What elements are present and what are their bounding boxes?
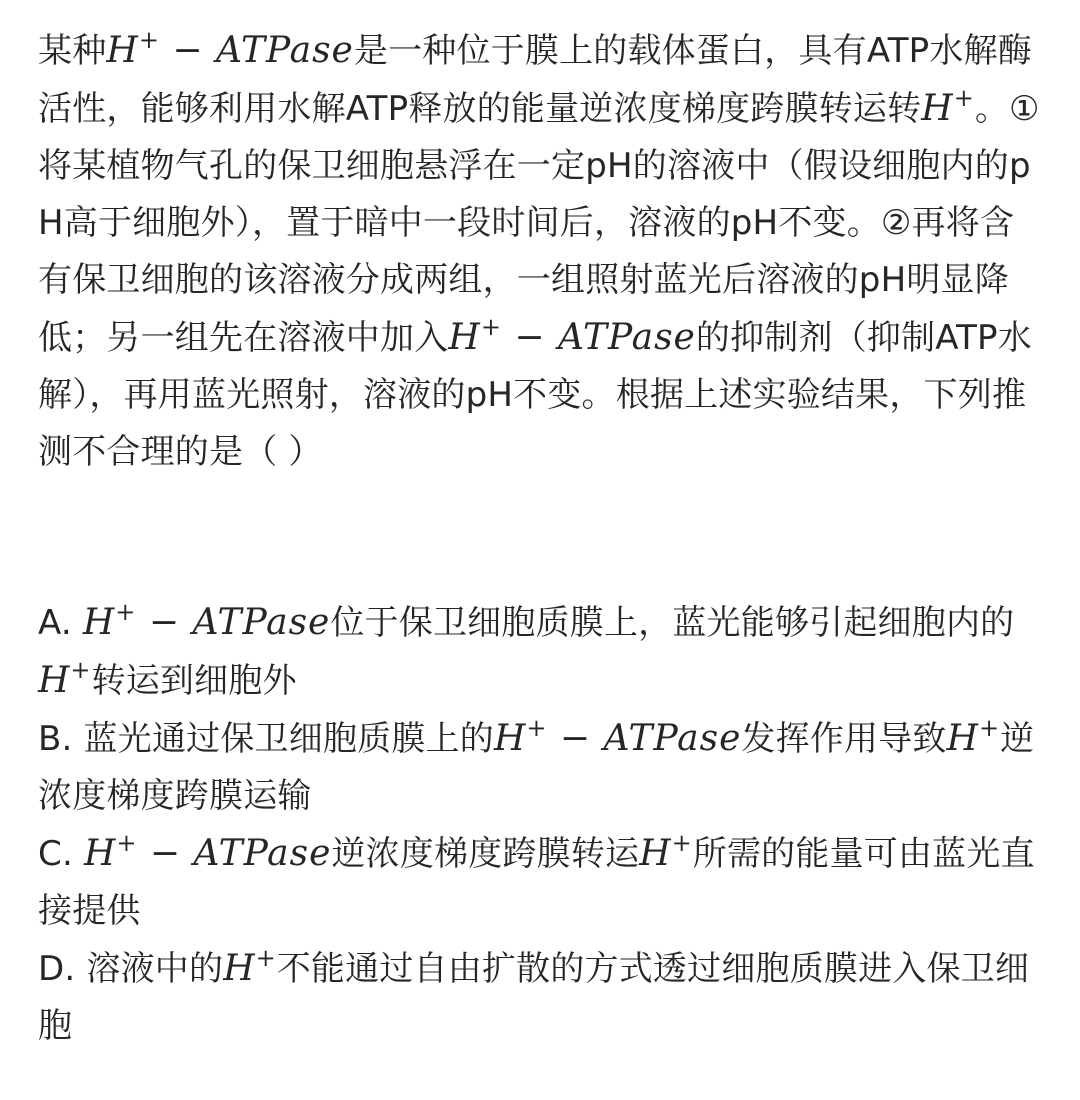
- math-h-atpase: [106, 26, 354, 71]
- math-h: H: [38, 660, 71, 701]
- math-h-atpase: [448, 313, 696, 358]
- option-letter: C.: [38, 834, 84, 874]
- math-h-ion: [639, 829, 693, 874]
- option-b[interactable]: [38, 710, 1040, 825]
- math-atpase: − ATPase: [137, 833, 332, 874]
- option-letter: B.: [38, 719, 84, 759]
- option-text: 发挥作用导致: [741, 719, 947, 759]
- option-text: 所需的能量可由蓝光直接提供: [38, 834, 1035, 931]
- math-plus: +: [115, 598, 137, 626]
- math-h-ion: [921, 84, 975, 129]
- question-stem: [38, 22, 1040, 481]
- math-plus: +: [671, 829, 693, 857]
- math-h: H: [223, 948, 256, 989]
- math-h-atpase: [83, 829, 332, 874]
- math-plus: +: [480, 313, 502, 341]
- spacer: [38, 481, 1040, 594]
- math-plus: +: [979, 714, 1001, 742]
- math-atpase: − ATPase: [547, 718, 742, 759]
- math-atpase: − ATPase: [501, 317, 696, 358]
- math-h: H: [946, 718, 980, 759]
- math-h: H: [106, 30, 139, 71]
- math-plus: +: [526, 714, 548, 742]
- option-text: 不能通过自由扩散的方式透过细胞质膜进入保卫细胞: [38, 949, 1030, 1046]
- math-atpase: − ATPase: [159, 30, 354, 71]
- math-h: H: [493, 718, 527, 759]
- option-a[interactable]: [38, 594, 1040, 710]
- option-text: 蓝光通过保卫细胞质膜上的: [83, 719, 494, 759]
- math-h-ion: [946, 714, 1001, 759]
- option-text: 逆浓度梯度跨膜运输: [38, 719, 1035, 816]
- math-plus: +: [953, 84, 975, 112]
- options-list: [38, 594, 1040, 1055]
- stem-text-2: 是一种位于膜上的载体蛋白，具有ATP水解酶活性，能够利用水解ATP释放的能量逆浓度梯度跨膜转运转: [38, 31, 1032, 129]
- math-h: H: [921, 88, 954, 129]
- option-text: 逆浓度梯度跨膜转运: [331, 834, 640, 874]
- stem-text-4: 的抑制剂（抑制ATP水解），再用蓝光照射，溶液的pH不变。根据上述实验结果，下列推测不合理的是（ ）: [38, 318, 1032, 472]
- option-letter: A.: [38, 603, 83, 643]
- math-h-ion: [223, 944, 277, 989]
- math-plus: +: [70, 656, 92, 684]
- math-plus: +: [116, 829, 138, 857]
- math-h-atpase: [82, 598, 331, 643]
- option-letter: D.: [38, 949, 87, 989]
- option-text: 转运到细胞外: [91, 661, 297, 701]
- stem-text-3: 。①将某植物气孔的保卫细胞悬浮在一定pH的溶液中（假设细胞内的pH高于细胞外），置于暗中一段时间后，溶液的pH不变。②再将含有保卫细胞的该溶液分成两组，一组照射蓝光后溶液的pH明显降低；另一组先在溶液中加入: [38, 89, 1040, 358]
- option-d[interactable]: [38, 940, 1040, 1055]
- option-text: 溶液中的: [86, 949, 224, 989]
- math-plus: +: [138, 26, 160, 54]
- option-c[interactable]: [38, 825, 1040, 940]
- math-h-atpase: [493, 714, 742, 759]
- math-h: H: [639, 833, 672, 874]
- math-plus: +: [255, 944, 277, 972]
- math-atpase: − ATPase: [136, 602, 331, 643]
- stem-text-1: 某种: [38, 31, 107, 71]
- math-h-ion: [38, 656, 92, 701]
- math-h: H: [82, 602, 116, 643]
- math-h: H: [448, 317, 481, 358]
- option-text: 位于保卫细胞质膜上，蓝光能够引起细胞内的: [330, 603, 1015, 643]
- math-h: H: [83, 833, 117, 874]
